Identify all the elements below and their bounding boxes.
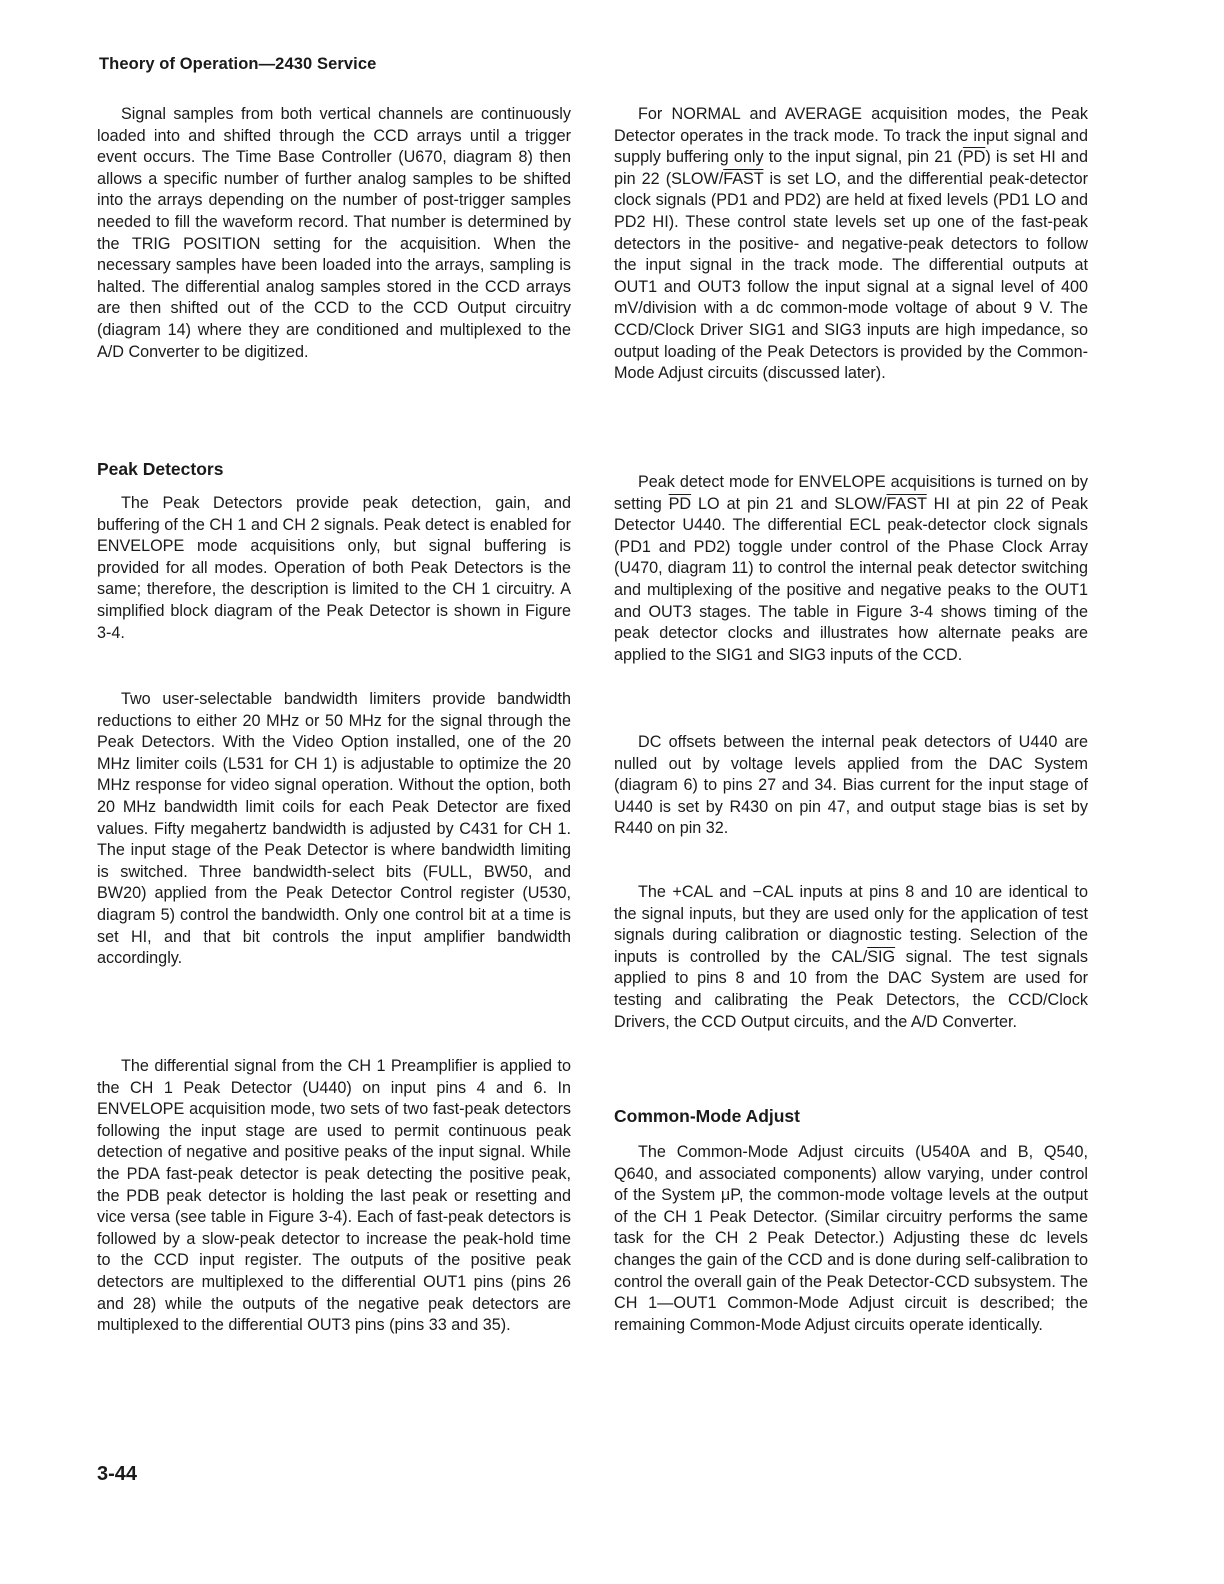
fast-signal-overbar: FAST (886, 494, 927, 513)
paragraph (614, 882, 1088, 1033)
paragraph: DC offsets between the internal peak detectors of U440 are nulled out by voltage levels applied from the DAC System (diagram 6) to pins 27 and 34. Bias current for the input stage of U440 is set by R430 on pin 47, and output stage bias is set by R440 on pin 32. (614, 733, 1088, 838)
right-common-mode-section (614, 1105, 1088, 1127)
text-run: LO at pin 21 and SLOW/ (691, 494, 887, 513)
text-run: HI at pin 22 of Peak Detector U440. The differential ECL peak-detector clock signals (PD1 and PD2) toggle under control of the Phase Clock Array (U470, diagram 11) to control the internal peak detector switching and multiplexing of the positive and negative peaks to the OUT1 and OUT3 stages. The table in Figure 3-4 shows timing of the peak detector clocks and illustrates how alternate peaks are applied to the SIG1 and SIG3 inputs of the CCD. (614, 494, 1088, 664)
paragraph (614, 472, 1088, 666)
text-run: ) is set HI and pin 22 (SLOW/ (614, 148, 1088, 188)
text-run: For NORMAL and AVERAGE acquisition modes, the Peak Detector operates in the track mode. To track the input signal and supply buffering only to the input signal, pin 21 ( (614, 105, 1088, 167)
right-paragraph-common-mode (614, 1142, 1088, 1336)
page-number: 3-44 (97, 1463, 138, 1485)
running-header: Theory of Operation—2430 Service (99, 55, 377, 73)
text-run: The +CAL and −CAL inputs at pins 8 and 10 are identical to the signal inputs, but they are used only for the application of test signals during calibration or diagnostic testing. Selection of the inputs is controlled by the CAL/ (614, 883, 1088, 966)
pd-signal-overbar: $\overline{PD}$ (962, 148, 986, 167)
fast-signal-overbar: FAST (723, 169, 764, 188)
pd-signal-overbar: $\overline{PD}$ (668, 494, 692, 513)
left-paragraph-envelope (97, 1056, 571, 1337)
left-paragraph-peak-intro (97, 493, 571, 644)
right-paragraph-peak-detect-mode (614, 472, 1088, 666)
paragraph (614, 104, 1088, 385)
section-heading-common-mode-adjust: Common-Mode Adjust (614, 1106, 800, 1126)
text-run: signal. The test signals applied to pins 8 and 10 from the DAC System are used for testing and calibrating the Peak Detectors, the CCD/Clock Drivers, the CCD Output circuits, and the A/D Converter. (614, 947, 1088, 1031)
right-paragraph-cal-inputs (614, 882, 1088, 1033)
paragraph: Signal samples from both vertical channels are continuously loaded into and shifted through the CCD arrays until a trigger event occurs. The Time Base Controller (U670, diagram 8) then allows a specific number of further analog samples to be shifted into the arrays depending on the number of post-trigger samples needed to fill the waveform record. That number is determined by the TRIG POSITION setting for the acquisition. When the necessary samples have been loaded into the arrays, sampling is halted. The differential analog samples stored in the CCD arrays are then shifted out of the CCD to the CCD Output circuitry (diagram 14) where they are conditioned and multiplexed to the A/D Converter to be digitized. (97, 105, 571, 361)
section-heading-peak-detectors: Peak Detectors (97, 459, 224, 479)
right-paragraph-track-mode (614, 104, 1088, 385)
paragraph: Two user-selectable bandwidth limiters provide bandwidth reductions to either 20 MHz or 50 MHz for the signal through the Peak Detectors. With the Video Option installed, one of the 20 MHz limiter coils (L531 for CH 1) is adjustable to optimize the 20 MHz response for video signal operation. Without the option, both 20 MHz bandwidth limit coils for each Peak Detector are fixed values. Fifty megahertz bandwidth is adjusted by C431 for CH 1. The input stage of the Peak Detector is where bandwidth limiting is switched. Three bandwidth-select bits (FULL, BW50, and BW20) applied from the Peak Detector Control register (U530, diagram 5) control the bandwidth. Only one control bit at a time is set HI, and that bit controls the input amplifier bandwidth accordingly. (97, 690, 571, 968)
left-paragraph-acquisition (97, 104, 571, 363)
text-run: is set LO, and the differential peak-detector clock signals (PD1 and PD2) are held at fixed levels (PD1 LO and PD2 HI). These control state levels set up one of the fast-peak detectors in the positive- and negative-peak detectors to follow the input signal in the track mode. The differential outputs at OUT1 and OUT3 follow the input signal at a signal level of 400 mV/division with a dc common-mode voltage of about 9 V. The CCD/Clock Driver SIG1 and SIG3 inputs are high impedance, so output loading of the Peak Detectors is provided by the Common-Mode Adjust circuits (discussed later). (614, 169, 1088, 383)
paragraph: The Common-Mode Adjust circuits (U540A and B, Q540, Q640, and associated components) allow varying, under control of the System μP, the common-mode voltage levels at the output of the CH 1 Peak Detector. (Similar circuitry performs the same task for the CH 2 Peak Detector.) Adjusting these dc levels changes the gain of the CCD and is done during self-calibration to control the overall gain of the Peak Detector-CCD subsystem. The CH 1—OUT1 Common-Mode Adjust circuit is described; the remaining Common-Mode Adjust circuits operate identically. (614, 1143, 1088, 1334)
left-paragraph-bandwidth (97, 689, 571, 970)
sig-signal-overbar: $\overline{SIG}$ (867, 947, 896, 966)
paragraph: The Peak Detectors provide peak detection, gain, and buffering of the CH 1 and CH 2 signals. Peak detect is enabled for ENVELOPE mode acquisitions only, but signal buffering is provided for all modes. Operation of both Peak Detectors is the same; therefore, the description is limited to the CH 1 circuitry. A simplified block diagram of the Peak Detector is shown in Figure 3-4. (97, 494, 571, 642)
right-paragraph-dc-offsets (614, 732, 1088, 840)
paragraph: The differential signal from the CH 1 Preamplifier is applied to the CH 1 Peak Detector (U440) on input pins 4 and 6. In ENVELOPE acquisition mode, two sets of two fast-peak detectors following the input stage are used to permit continuous peak detection of negative and positive peaks of the input signal. While the PDA fast-peak detector is peak detecting the positive peak, the PDB peak detector is holding the last peak or resetting and vice versa (see table in Figure 3-4). Each of fast-peak detectors is followed by a slow-peak detector to increase the peak-hold time to the CCD input register. The outputs of the positive peak detectors are multiplexed to the differential OUT1 pins (pins 26 and 28) while the outputs of the negative peak detectors are multiplexed to the differential OUT3 pins (pins 33 and 35). (97, 1057, 571, 1335)
text-run: Peak detect mode for ENVELOPE acquisitions is turned on by setting (614, 473, 1088, 513)
left-peak-detectors-section (97, 458, 571, 480)
